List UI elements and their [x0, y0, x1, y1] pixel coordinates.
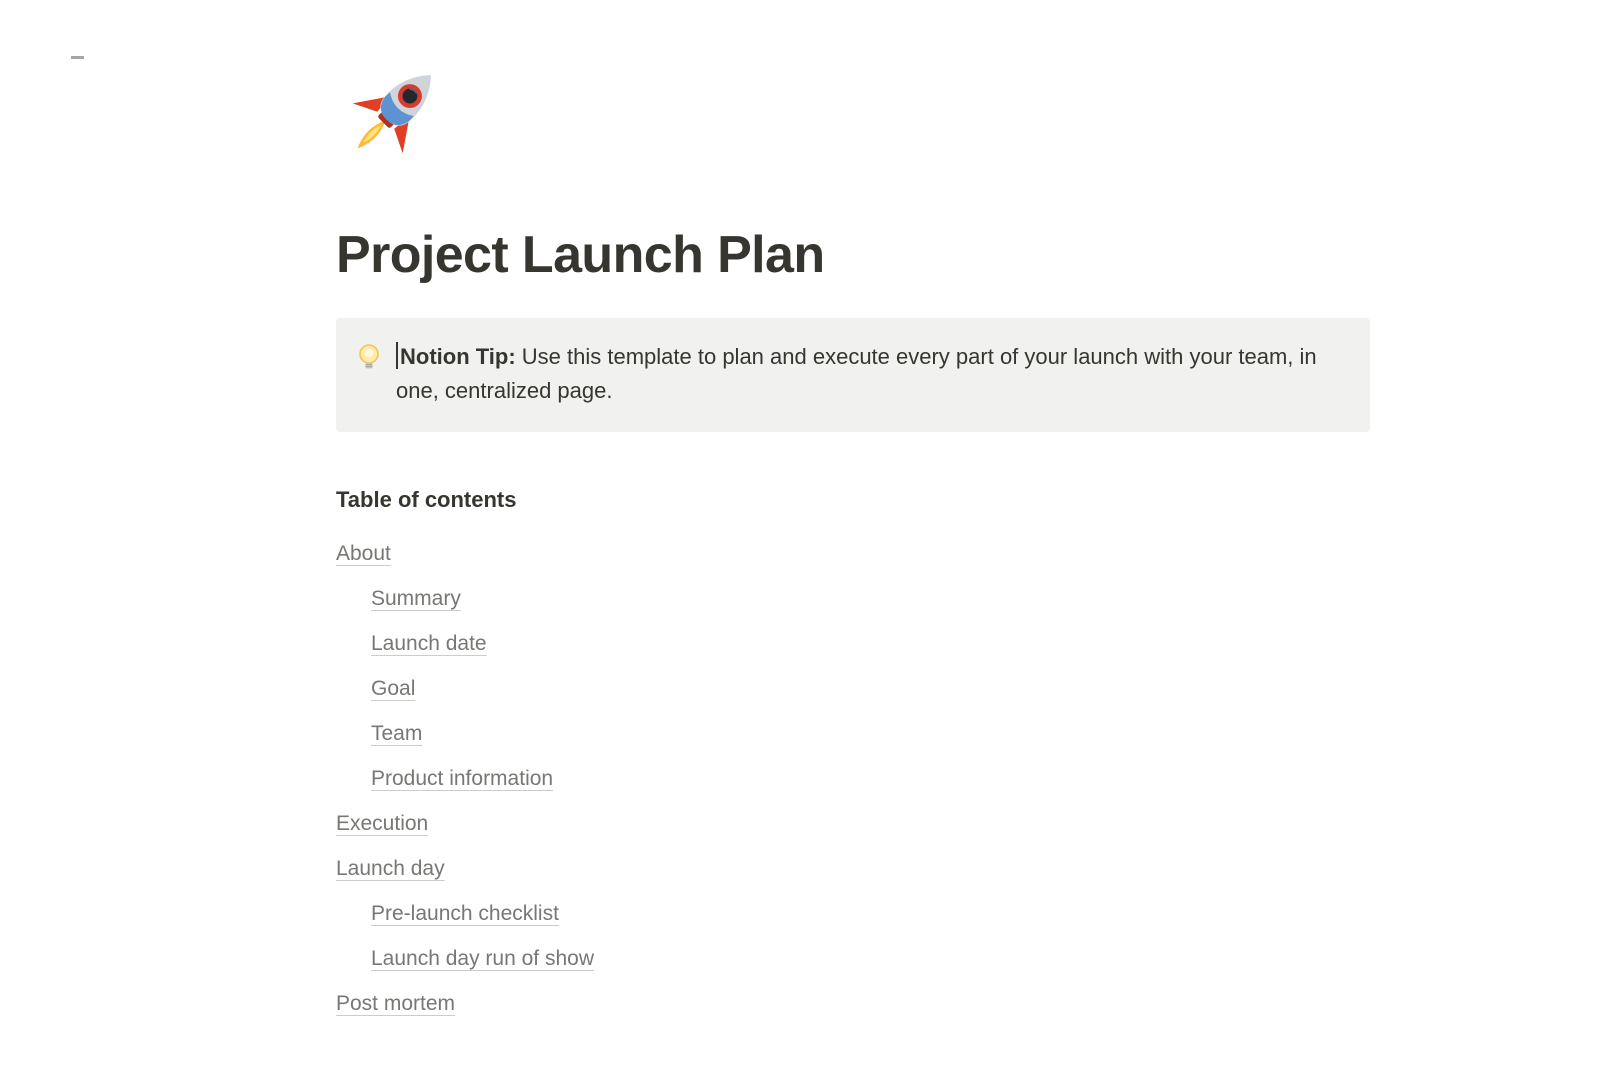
table-of-contents — [336, 539, 1370, 1020]
toc-row — [336, 809, 1370, 840]
toc-row — [336, 989, 1370, 1020]
toc-link-execution[interactable]: Execution — [336, 812, 429, 835]
callout-text[interactable] — [396, 340, 1340, 408]
text-cursor — [396, 342, 398, 369]
toc-row — [336, 629, 1370, 660]
cutoff-ui-fragment — [71, 56, 84, 59]
page-icon-rocket[interactable] — [336, 56, 450, 170]
toc-link-product-information[interactable]: Product information — [371, 767, 554, 790]
notion-page — [336, 56, 1370, 1020]
callout-bold-prefix: Notion Tip: — [400, 344, 516, 369]
toc-link-post-mortem[interactable]: Post mortem — [336, 992, 456, 1015]
toc-link-goal[interactable]: Goal — [371, 677, 416, 700]
toc-link-launch-day[interactable]: Launch day — [336, 857, 445, 880]
toc-row — [336, 944, 1370, 975]
rocket-icon — [336, 157, 450, 174]
toc-row — [336, 899, 1370, 930]
toc-row — [336, 764, 1370, 795]
toc-link-summary[interactable]: Summary — [371, 587, 461, 610]
toc-link-team[interactable]: Team — [371, 722, 423, 745]
toc-link-pre-launch-checklist[interactable]: Pre-launch checklist — [371, 902, 559, 925]
toc-link-launch-date[interactable]: Launch date — [371, 632, 487, 655]
toc-row — [336, 719, 1370, 750]
toc-row — [336, 539, 1370, 570]
toc-heading[interactable]: Table of contents — [336, 487, 517, 512]
toc-link-launch-day-run-of-show[interactable]: Launch day run of show — [371, 947, 594, 970]
toc-row — [336, 854, 1370, 885]
page-title[interactable]: Project Launch Plan — [336, 226, 825, 284]
notion-tip-callout[interactable] — [336, 318, 1370, 432]
toc-row — [336, 584, 1370, 615]
toc-row — [336, 674, 1370, 705]
toc-link-about[interactable]: About — [336, 542, 391, 565]
lightbulb-icon — [356, 343, 382, 377]
callout-body: Use this template to plan and execute every part of your launch with your team, in one, centralized page. — [396, 344, 1317, 403]
